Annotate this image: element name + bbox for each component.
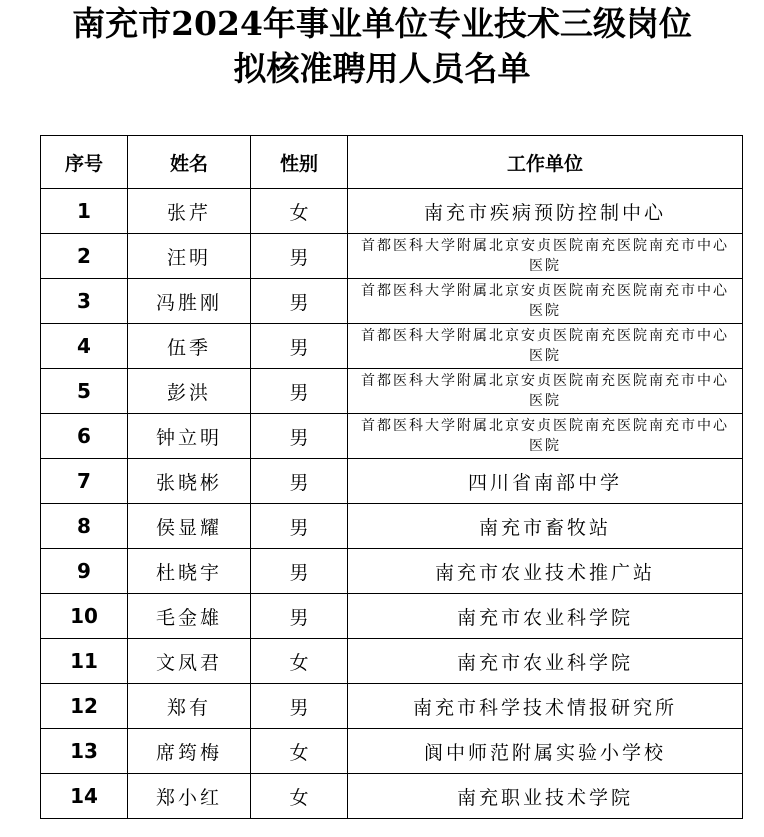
cell-gender: 男 [251,369,348,414]
cell-name: 汪明 [128,234,251,279]
document-title-line2: 拟核准聘用人员名单 [233,49,531,88]
cell-name: 侯显耀 [128,504,251,549]
table-row [41,369,743,414]
personnel-table [40,135,743,819]
table-row [41,774,743,819]
header-work-unit: 工作单位 [348,136,743,189]
cell-work-unit: 四川省南部中学 [348,459,743,504]
cell-work-unit: 首都医科大学附属北京安贞医院南充医院南充市中心医院 [348,369,743,414]
cell-name: 张晓彬 [128,459,251,504]
table-row [41,234,743,279]
cell-serial-number: 2 [41,234,128,279]
cell-gender: 男 [251,459,348,504]
cell-work-unit: 南充市畜牧站 [348,504,743,549]
cell-gender: 男 [251,594,348,639]
cell-work-unit: 南充职业技术学院 [348,774,743,819]
cell-work-unit: 首都医科大学附属北京安贞医院南充医院南充市中心医院 [348,324,743,369]
cell-serial-number: 10 [41,594,128,639]
cell-name: 郑有 [128,684,251,729]
cell-serial-number: 6 [41,414,128,459]
cell-serial-number: 7 [41,459,128,504]
table-row [41,639,743,684]
cell-gender: 男 [251,279,348,324]
document-title-line1: 南充市2024年事业单位专业技术三级岗位 [72,4,692,43]
table-row [41,504,743,549]
cell-gender: 女 [251,729,348,774]
cell-gender: 男 [251,504,348,549]
cell-serial-number: 8 [41,504,128,549]
cell-gender: 女 [251,639,348,684]
table-row [41,189,743,234]
cell-name: 文凤君 [128,639,251,684]
cell-work-unit: 阆中师范附属实验小学校 [348,729,743,774]
table-row [41,414,743,459]
cell-gender: 男 [251,684,348,729]
table-row [41,324,743,369]
cell-work-unit: 首都医科大学附属北京安贞医院南充医院南充市中心医院 [348,234,743,279]
cell-work-unit: 南充市农业科学院 [348,639,743,684]
header-name: 姓名 [128,136,251,189]
cell-work-unit: 南充市科学技术情报研究所 [348,684,743,729]
cell-serial-number: 4 [41,324,128,369]
cell-work-unit: 南充市疾病预防控制中心 [348,189,743,234]
table-row [41,459,743,504]
header-serial-number: 序号 [41,136,128,189]
cell-serial-number: 5 [41,369,128,414]
cell-name: 冯胜刚 [128,279,251,324]
cell-name: 彭洪 [128,369,251,414]
cell-work-unit: 首都医科大学附属北京安贞医院南充医院南充市中心医院 [348,279,743,324]
cell-name: 杜晓宇 [128,549,251,594]
cell-gender: 女 [251,189,348,234]
table-header-row [41,136,743,189]
cell-work-unit: 南充市农业技术推广站 [348,549,743,594]
cell-name: 毛金雄 [128,594,251,639]
cell-serial-number: 13 [41,729,128,774]
cell-serial-number: 11 [41,639,128,684]
cell-gender: 女 [251,774,348,819]
table-row [41,729,743,774]
cell-name: 席筠梅 [128,729,251,774]
table-row [41,684,743,729]
cell-work-unit: 南充市农业科学院 [348,594,743,639]
cell-gender: 男 [251,234,348,279]
cell-gender: 男 [251,549,348,594]
cell-name: 张芹 [128,189,251,234]
cell-name: 郑小红 [128,774,251,819]
cell-work-unit: 首都医科大学附属北京安贞医院南充医院南充市中心医院 [348,414,743,459]
table-row [41,549,743,594]
cell-serial-number: 9 [41,549,128,594]
cell-gender: 男 [251,414,348,459]
cell-serial-number: 1 [41,189,128,234]
header-gender: 性别 [251,136,348,189]
cell-name: 伍季 [128,324,251,369]
cell-serial-number: 12 [41,684,128,729]
cell-name: 钟立明 [128,414,251,459]
table-row [41,594,743,639]
cell-serial-number: 3 [41,279,128,324]
cell-serial-number: 14 [41,774,128,819]
table-row [41,279,743,324]
cell-gender: 男 [251,324,348,369]
